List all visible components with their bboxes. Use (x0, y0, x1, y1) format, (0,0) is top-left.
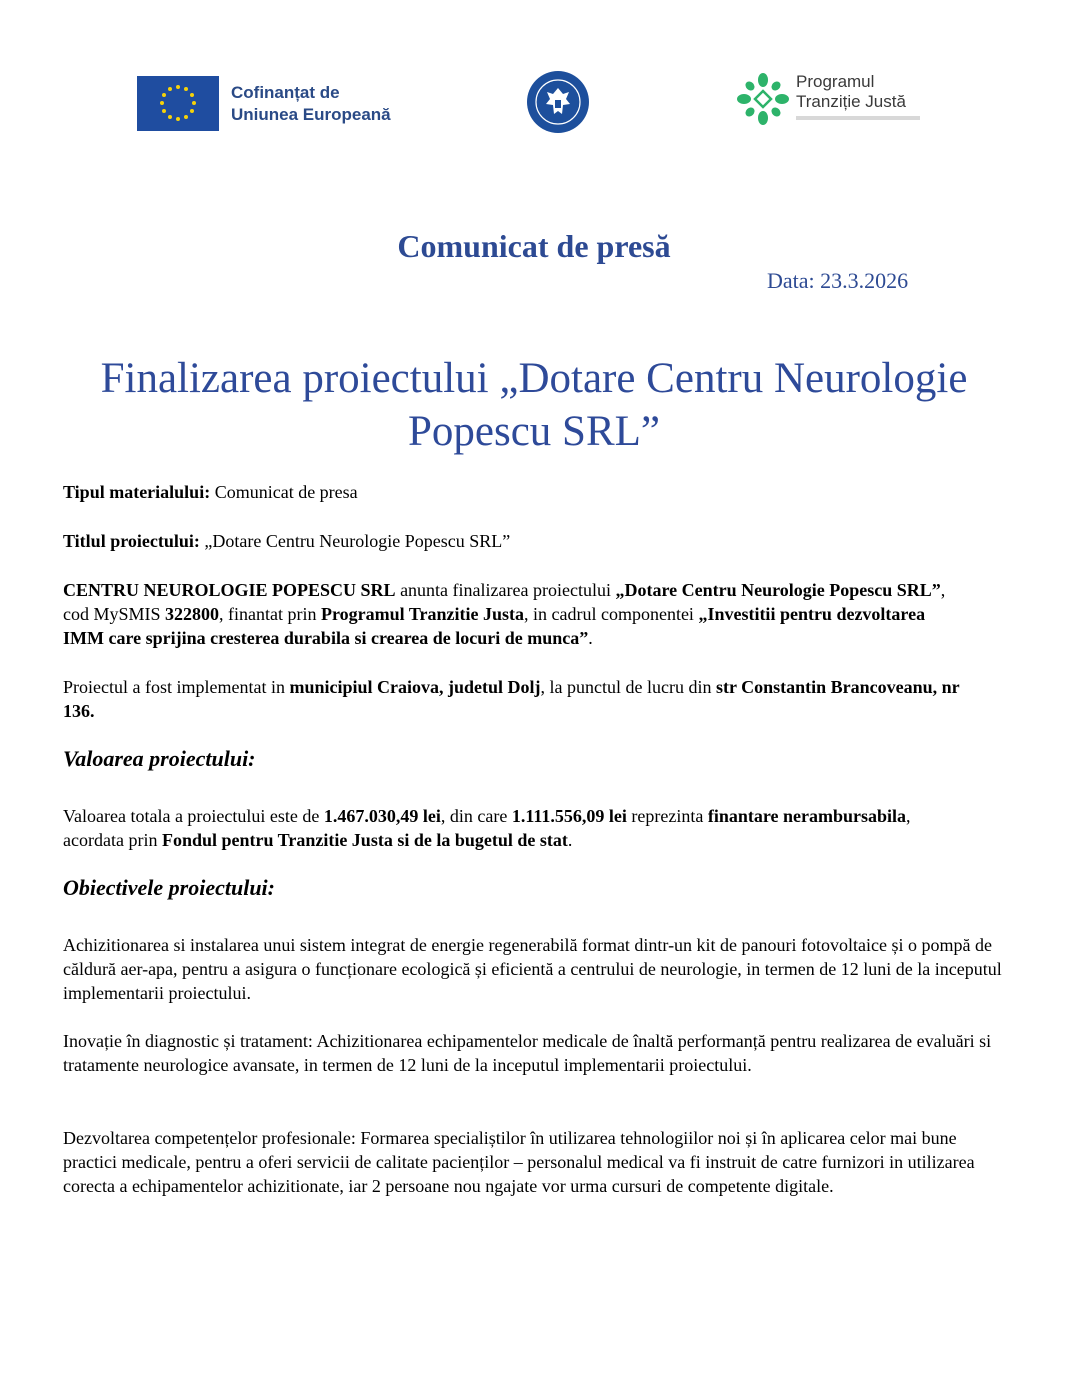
material-type-value: Comunicat de presa (210, 482, 358, 502)
press-release-heading: Comunicat de presă (397, 228, 671, 264)
ptj-logo-tagline (796, 116, 920, 120)
logo-bar (0, 68, 1068, 138)
location-text: , la punctul de lucru din (540, 677, 716, 697)
location-city: municipiul Craiova, judetul Dolj (289, 677, 541, 697)
material-type (63, 480, 1003, 504)
total-value: 1.467.030,49 lei (323, 806, 441, 826)
eu-flag-icon (137, 76, 219, 131)
intro-text: anunta finalizarea proiectului (395, 580, 616, 600)
value-paragraph (63, 804, 923, 852)
intro-text: , cod MySMIS (63, 580, 946, 624)
value-text: . (567, 830, 573, 850)
intro-text: . (588, 628, 593, 648)
ptj-flower-icon (736, 72, 790, 126)
eu-logo-line1: Cofinanțat de (231, 82, 340, 102)
ptj-logo (736, 72, 920, 126)
program-name: Programul Tranzitie Justa (321, 604, 524, 624)
project-title-label: Titlul proiectului: (63, 531, 200, 551)
location-text: Proiectul a fost implementat in (63, 677, 290, 697)
objective-item (63, 1126, 1003, 1198)
value-heading: Valoarea proiectului: (63, 746, 256, 771)
value-text: reprezinta (626, 806, 708, 826)
grant-type: finantare nerambursabila (707, 806, 907, 826)
page-title (40, 352, 1028, 458)
ptj-logo-line1: Programul (796, 72, 875, 91)
objective-text: Inovație în diagnostic și tratament: Achizitionarea echipamentelor medicale de înaltă performanță pentru realizarea de evaluări si tratamente neurologice avansate, in termen de 12 luni de la inceputul implementarii proiectului. (63, 1031, 992, 1075)
objectives-heading: Obiectivele proiectului: (63, 875, 275, 900)
project-title (63, 529, 1003, 553)
mysmis-code: 322800 (165, 604, 220, 624)
eu-logo-line2: Uniunea Europeană (231, 104, 391, 124)
objective-text: Dezvoltarea competențelor profesionale: Formarea specialiștilor în utilizarea tehnologiilor noi și în aplicarea celor mai bune practici medicale, pentru a oferi servicii de calitate pacienților – personalul medical va fi instruit de catre furnizori in utilizarea corecta a echipamentelor achizitionate, iar 2 persoane nou ngajate vor urma cursuri de competente digitale. (63, 1128, 975, 1196)
grant-value: 1.111.556,09 lei (511, 806, 627, 826)
material-type-label: Tipul materialului: (63, 482, 211, 502)
location-paragraph (63, 675, 963, 723)
intro-text: , in cadrul componentei (523, 604, 699, 624)
page-title-line1: Finalizarea proiectului „Dotare Centru Neurologie (100, 355, 968, 402)
romanian-government-emblem-icon (526, 70, 590, 134)
objective-item (63, 1029, 1003, 1077)
eu-cofunding-logo (137, 76, 391, 131)
value-text: Valoarea totala a proiectului este de (63, 806, 324, 826)
objective-item (63, 933, 1003, 1005)
location-address: str Constantin Brancoveanu, nr 136. (63, 677, 960, 721)
company-name: CENTRU NEUROLOGIE POPESCU SRL (63, 580, 396, 600)
component-name: „Investitii pentru dezvoltarea IMM care sprijina cresterea durabila si crearea de locuri de munca” (63, 604, 926, 648)
value-text: , acordata prin (63, 806, 911, 850)
project-name: „Dotare Centru Neurologie Popescu SRL” (615, 580, 941, 600)
intro-text: , finantat prin (219, 604, 321, 624)
project-title-value: „Dotare Centru Neurologie Popescu SRL” (199, 531, 511, 551)
ptj-logo-line2: Tranziție Justă (796, 92, 906, 111)
objective-text: Achizitionarea si instalarea unui sistem integrat de energie regenerabilă format dintr-un kit de panouri fotovoltaice și o pompă de căldură aer-apa, pentru a asigura o funcționare ecologică și eficientă a centrului de neurologie, in termen de 12 luni de la inceputul implementarii proiectului. (63, 935, 1002, 1003)
page-title-line2: Popescu SRL” (407, 408, 661, 455)
intro-paragraph (63, 578, 963, 650)
value-text: , din care (440, 806, 512, 826)
press-release-date: Data: 23.3.2026 (767, 268, 909, 293)
fund-name: Fondul pentru Tranzitie Justa si de la bugetul de stat (161, 830, 568, 850)
